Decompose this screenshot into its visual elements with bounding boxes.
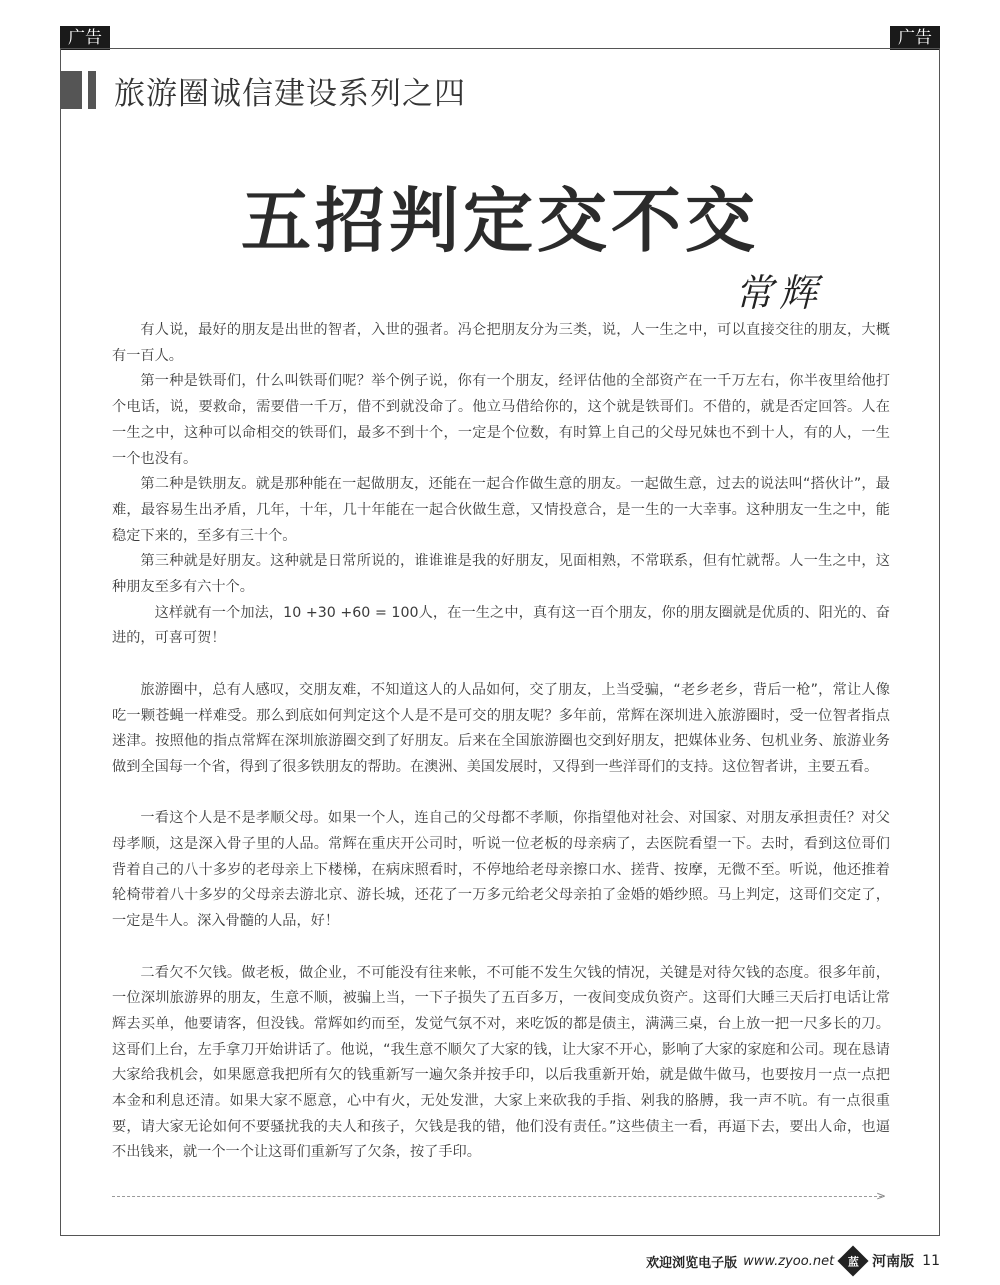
footer-welcome: 欢迎浏览电子版 — [646, 1255, 738, 1271]
article-body — [112, 318, 890, 1166]
paragraph: 有人说，最好的朋友是出世的智者，入世的强者。冯仑把朋友分为三类，说，人一生之中，可以直接交往的朋友，大概有一百人。 — [112, 322, 890, 364]
arrow-right-icon: > — [876, 1189, 887, 1203]
series-bar-small-icon — [88, 71, 96, 109]
paragraph: 这样就有一个加法，10 +30 +60 = 100人，在一生之中，真有这一百个朋友，你的朋友圈就是优质的、阳光的、奋进的，可喜可贺！ — [112, 604, 890, 647]
article-headline: 五招判定交不交 — [241, 180, 759, 262]
article-author: 常辉 — [735, 271, 824, 315]
dotted-divider — [112, 1196, 882, 1197]
ad-tag-left: 广告 — [60, 26, 110, 50]
logo-char: 蓝 — [847, 1255, 859, 1268]
ad-tag-right: 广告 — [890, 26, 940, 50]
series-header — [60, 70, 466, 110]
footer-url[interactable]: www.zyoo.net — [743, 1253, 835, 1269]
paragraph: 二看欠不欠钱。做老板，做企业，不可能没有往来帐，不可能不发生欠钱的情况，关键是对待欠钱的态度。很多年前，一位深圳旅游界的朋友，生意不顺，被骗上当，一下子损失了五百多万，一夜间变成负资产。这哥们大睡三天后打电话让常辉去买单，他要请客，但没钱。常辉如约而至，发觉气氛不对，来吃饭的都是债主，满满三桌，台上放一把一尺多长的刀。这哥们上台，左手拿刀开始讲话了。他说，“我生意不顺欠了大家的钱，让大家不开心，影响了大家的家庭和公司。现在恳请大家给我机会，如果愿意我把所有欠的钱重新写一遍欠条并按手印，以后我重新开始，就是做牛做马，也要按月一点一点把本金和利息还清。如果大家不愿意，心中有火，无处发泄，大家上来砍我的手指、剁我的胳膊，我一声不吭。有一点很重要，请大家无论如何不要骚扰我的夫人和孩子，欠钱是我的错，他们没有责任。”这些债主一看，再逼下去，要出人命，也逼不出钱来，就一个一个让这哥们重新写了欠条，按了手印。 — [112, 964, 890, 1161]
paragraph: 旅游圈中，总有人感叹，交朋友难，不知道这人的人品如何，交了朋友，上当受骗，“老乡老乡，背后一枪”，常让人像吃一颗苍蝇一样难受。那么到底如何判定这个人是不是可交的朋友呢？多年前，常辉在深圳进入旅游圈时，受一位智者指点迷津。按照他的指点常辉在深圳旅游圈交到了好朋友。后来在全国旅游圈也交到好朋友，把媒体业务、包机业务、旅游业务做到全国每一个省，得到了很多铁朋友的帮助。在澳洲、美国发展时，又得到一些洋哥们的支持。这位智者讲，主要五看。 — [112, 681, 890, 775]
series-title: 旅游圈诚信建设系列之四 — [114, 75, 466, 112]
page-footer — [646, 1248, 940, 1274]
page-number: 11 — [922, 1253, 940, 1269]
publication-logo-icon — [838, 1245, 869, 1276]
paragraph: 第一种是铁哥们，什么叫铁哥们呢？举个例子说，你有一个朋友，经评估他的全部资产在一千万左右，你半夜里给他打个电话，说，要救命，需要借一千万，借不到就没命了。他立马借给你的，这个就是铁哥们。不借的，就是否定回答。人在一生之中，这种可以命相交的铁哥们，最多不到十个，一定是个位数，有时算上自己的父母兄妹也不到十人，有的人，一生一个也没有。 — [112, 373, 890, 467]
paragraph: 一看这个人是不是孝顺父母。如果一个人，连自己的父母都不孝顺，你指望他对社会、对国家、对朋友承担责任？对父母孝顺，这是深入骨子里的人品。常辉在重庆开公司时，听说一位老板的母亲病了，去医院看望一下。去时，看到这位哥们背着自己的八十多岁的老母亲上下楼梯，在病床照看时，不停地给老母亲擦口水、搓背、按摩，无微不至。听说，他还推着轮椅带着八十多岁的父母亲去游北京、游长城，还花了一万多元给老父母亲拍了金婚的婚纱照。马上判定，这哥们交定了，一定是牛人。深入骨髓的人品，好！ — [112, 810, 890, 930]
footer-edition: 河南版 — [872, 1254, 915, 1270]
series-bar-icon — [60, 71, 82, 109]
paragraph: 第三种就是好朋友。这种就是日常所说的，谁谁谁是我的好朋友，见面相熟，不常联系，但有忙就帮。人一生之中，这种朋友至多有六十个。 — [112, 553, 890, 596]
paragraph: 第二种是铁朋友。就是那种能在一起做朋友，还能在一起合作做生意的朋友。一起做生意，过去的说法叫“搭伙计”，最难，最容易生出矛盾，几年，十年，几十年能在一起合伙做生意，又情投意合，是一生的一大幸事。这种朋友一生之中，能稳定下来的，至多有三十个。 — [112, 476, 890, 544]
